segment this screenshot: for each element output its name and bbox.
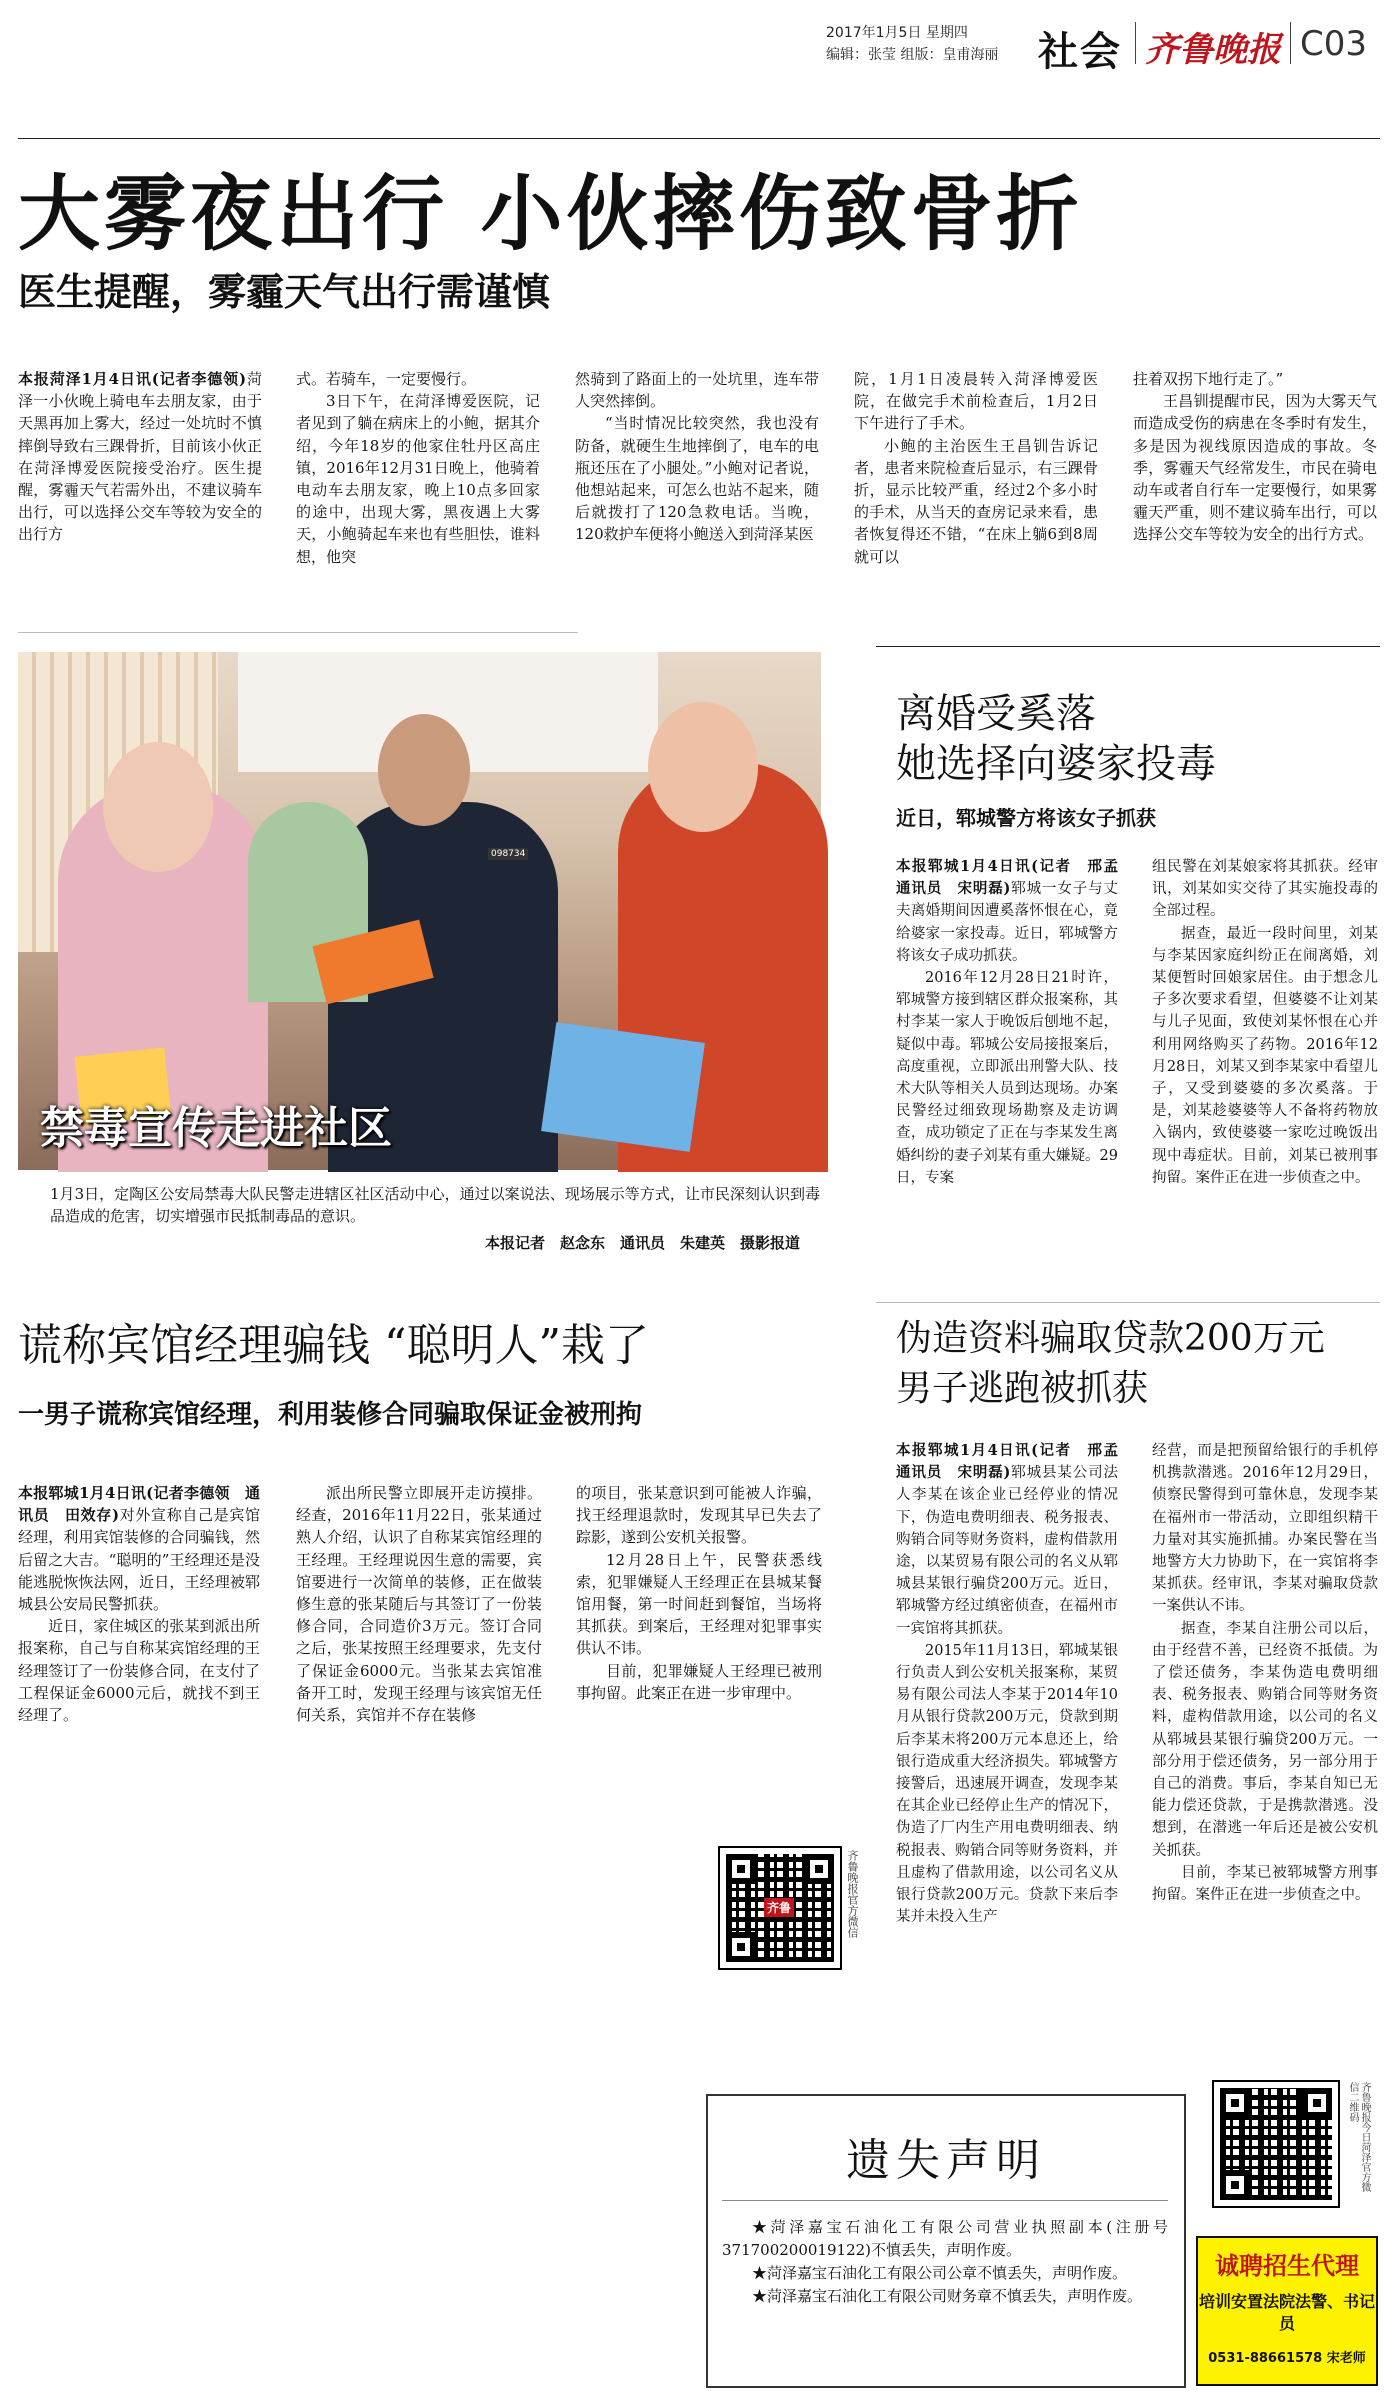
article1-headline: 大雾夜出行 小伙摔伤致骨折 [18, 166, 1083, 262]
article1-col4: 院，1月1日凌晨转入菏泽博爱医院，在做完手术前检查后，1月2日下午进行了手术。 小鲍的主治医生王昌钏告诉记者，患者来院检查后显示，右三踝骨折，显示比较严重，经过2个多小时的手术，从当天的查房记录来看，患者恢复得还不错，“在床上躺6到8周就可以 [854, 370, 1098, 566]
article4-col1: 本报郓城1月4日讯(记者 邢孟 通讯员 宋明磊)郓城县某公司法人李某在该企业已经停业的情况下，伪造电费明细表、税务报表、购销合同等财务资料，虚构借款用途，以某贸易有限公司的名义从郓城县某银行骗贷200万元。近日，郓城警方经过缜密侦查，在福州市一宾馆将其抓获。 2015年11月13日，郓城某银行负责人到公安机关报案称，某贸易有限公司法人李某于2014年10月从银行贷款200万元，贷款到期后李某未将200万元本息还上，给银行造成重大经济损失。郓城警方接警后，迅速展开调查，发现李某在其企业已经停止生产的情况下，伪造了厂内生产用电费明细表、纳税报表、购销合同等财务资料，并且虚构了借款用途，以公司名义从银行贷款200万元。贷款下来后李某并未投入生产 [896, 1442, 1133, 1926]
page-number: C03 [1300, 24, 1368, 64]
article3-col2: 派出所民警立即展开走访摸排。经查，2016年11月22日，张某通过熟人介绍，认识了自称某宾馆经理的王经理。王经理说因生意的需要，宾馆要进行一次简单的装修，正在做装修生意的张某随后与其签订了一份装修合同，合同造价3万元。签订合同之后，张某按照王经理要求，先支付了保证金6000元。当张某去宾馆准备开工时，发现王经理与该宾馆无任何关系，宾馆并不存在装修 [296, 1484, 542, 1725]
masthead-divider-1 [1135, 22, 1136, 64]
qr-code-ad[interactable] [1214, 2082, 1338, 2206]
qr-finder-bl [726, 1932, 756, 1962]
news-photo [18, 652, 821, 1170]
photo-credit: 本报记者 赵念东 通讯员 朱建英 摄影报道 [484, 1234, 800, 1252]
article1-bottom-rule-left [18, 632, 578, 633]
qr-ad-finder-tr [1302, 2088, 1332, 2118]
masthead-date: 2017年1月5日 星期四 [826, 25, 968, 41]
article4-byline: 本报郓城1月4日讯(记者 邢孟 通讯员 宋明磊) [896, 1442, 1133, 1482]
article2-col2: 组民警在刘某娘家将其抓获。经审讯，刘某如实交待了其实施投毒的全部过程。 据查，最近一段时间里，刘某与李某因家庭纠纷正在闹离婚，刘某便暂时回娘家居住。由于想念儿子多次要求看望，但婆婆不让刘某与儿子见面，致使刘某怀恨在心并利用网络购买了药物。2016年12月28日，刘某又到李某家中看望儿子，又受到婆婆的多次奚落。于是，刘某趁婆婆等人不备将药物放入锅内，致使婆婆一家吃过晚饭出现中毒症状。目前，刘某已被刑事拘留。案件正在进一步侦查之中。 [1152, 859, 1378, 1186]
article2-subhead: 近日，郓城警方将该女子抓获 [896, 806, 1156, 830]
lost-notice-body [722, 2216, 1168, 2376]
article1-col1: 本报菏泽1月4日讯(记者李德领)菏泽一小伙晚上骑电车去朋友家，由于天黑再加上雾大，经过一处坑时不慎摔倒导致右三踝骨折，目前该小伙正在菏泽博爱医院接受治疗。医生提醒，雾霾天气若需外出，不建议骑车出行，可以选择公交车等较为安全的出行方 [18, 370, 262, 544]
photo-overlay-title: 禁毒宣传走进社区 [40, 1103, 392, 1154]
photo-pamphlet-2 [541, 1022, 705, 1152]
article2-bottom-rule [876, 1302, 1380, 1303]
article3-headline: 谎称宾馆经理骗钱 “聪明人”栽了 [18, 1320, 649, 1371]
lost-notice-title: 遗失声明 [846, 2135, 1046, 2186]
article2-headline-line2: 她选择向婆家投毒 [896, 741, 1216, 787]
article4-headline-line1: 伪造资料骗取贷款200万元 [896, 1318, 1325, 1359]
photo-caption: 1月3日，定陶区公安局禁毒大队民警走进辖区社区活动中心，通过以案说法、现场展示等方式，让市民深刻认识到毒品造成的危害，切实增强市民抵制毒品的意识。 [50, 1185, 820, 1225]
article1-bottom-rule-right [876, 646, 1380, 647]
qr-finder-tr [804, 1854, 834, 1884]
photo-girl-left-face [103, 742, 213, 872]
article1-subhead: 医生提醒，雾霾天气出行需谨慎 [18, 269, 551, 314]
article3-subhead: 一男子谎称宾馆经理，利用装修合同骗取保证金被刑拘 [18, 1400, 643, 1430]
qr-ad-finder-tl [1220, 2088, 1250, 2118]
photo-girl-right-face [648, 702, 758, 832]
article3-col1: 本报郓城1月4日讯(记者李德领 通讯员 田效存)对外宣称自己是宾馆经理，利用宾馆装修的合同骗钱，然后留之大吉。“聪明的”王经理还是没能逃脱恢恢法网，近日，王经理被郓城县公安局民警抓获。 近日，家住城区的张某到派出所报案称，自己与自称某宾馆经理的王经理签订了一份装修合同，在支付了工程保证金6000元后，就找不到王经理了。 [18, 1484, 260, 1725]
photo-officer-badge: 098734 [488, 848, 528, 860]
qr-label: 齐鲁晚报官方微信 [846, 1850, 859, 1938]
paper-logo: 齐鲁晚报 [1145, 30, 1281, 70]
recruit-ad[interactable] [1196, 2236, 1378, 2386]
qr-finder-tl [726, 1854, 756, 1884]
article2-col1: 本报郓城1月4日讯(记者 邢孟 通讯员 宋明磊)郓城一女子与丈夫离婚期间因遭奚落怀恨在心，竟给婆家一家投毒。近日，郓城警方将该女子成功抓获。 2016年12月28日21时许，郓城警方接到辖区群众报案称，其村李某一家人于晚饭后刨地不起，疑似中毒。郓城公安局接报案后，高度重视，立即派出刑警大队、技术大队等相关人员到达现场。办案民警经过细致现场勘察及走访调查，成功锁定了正在与李某发生离婚纠纷的妻子刘某有重大嫌疑。29日，专案 [896, 858, 1133, 1186]
article3-col3: 的项目，张某意识到可能被人诈骗，找王经理退款时，发现其早已失去了踪影，遂到公安机关报警。 12月28日上午，民警获悉线索，犯罪嫌疑人王经理正在县城某餐馆用餐，第一时间赶到餐馆，当场将其抓获。到案后，王经理对犯罪事实供认不讳。 目前，犯罪嫌疑人王经理已被刑事拘留。此案正在进一步审理中。 [576, 1484, 822, 1702]
article3-byline: 本报郓城1月4日讯(记者李德领 通讯员 田效存) [18, 1484, 260, 1525]
photo-officer-face [378, 714, 470, 826]
article1-col2: 式。若骑车，一定要慢行。 3日下午，在菏泽博爱医院，记者见到了躺在病床上的小鲍，据其介绍，今年18岁的他家住牡丹区高庄镇，2016年12月31日晚上，他骑着电动车去朋友家，晚上10点多回家的途中，出现大雾，黑夜遇上大雾天，小鲍骑起车来也有些胆怯，谁料想，他突 [296, 370, 540, 566]
qr-code-wechat[interactable] [720, 1848, 840, 1968]
article1-col3: 然骑到了路面上的一处坑里，连车带人突然摔倒。 “当时情况比较突然，我也没有防备，就硬生生地摔倒了，电车的电瓶还压在了小腿处。”小鲍对记者说，他想站起来，可怎么也站不起来，随后就拨打了120急救电话。当晚，120救护车便将小鲍送入到菏泽某医 [575, 370, 819, 544]
section-name: 社会 [1038, 28, 1122, 75]
masthead-rule [18, 138, 1380, 139]
qr-ad-finder-bl [1220, 2170, 1250, 2200]
article1-col5: 拄着双拐下地行走了。” 王昌钏提醒市民，因为大雾天气而造成受伤的病患在冬季时有发生，多是因为视线原因造成的事故。冬季，雾霾天气经常发生，市民在骑电动车或者自行车一定要慢行，如果雾霾天严重，则不建议骑车出行，可以选择公交车等较为安全的出行方式。 [1133, 370, 1377, 544]
lost-notice-item-2: ★菏泽嘉宝石油化工有限公司公章不慎丢失，声明作废。 [752, 2264, 1128, 2282]
lost-notice-box [706, 2094, 1186, 2388]
lost-notice-item-1: ★菏泽嘉宝石油化工有限公司营业执照副本(注册号371700200019122)不慎丢失，声明作废。 [722, 2218, 1168, 2259]
article4-headline-line2: 男子逃跑被抓获 [896, 1368, 1149, 1409]
article4-col2: 经营，而是把预留给银行的手机停机携款潜逃。2016年12月29日，侦察民警得到可靠休息，发现李某在福州市一带活动，立即组织精干力量对其实施抓捕。办案民警在当地警方大力协助下，在一宾馆将李某抓获。经审讯，李某对骗取贷款一案供认不讳。 据查，李某自注册公司以后，由于经营不善，已经资不抵债。为了偿还债务，李某伪造电费明细表、税务报表、购销合同等财务资料，虚构借款用途，以公司的名义从郓城县某银行骗贷200万元。一部分用于偿还债务，另一部分用于自己的消费。事后，李某自知已无能力偿还贷款，于是携款潜逃。没想到，在潜逃一年后还是被公安机关抓获。 目前，李某已被郓城警方刑事拘留。案件正在进一步侦查之中。 [1152, 1443, 1378, 1904]
lost-notice-divider [722, 2200, 1168, 2201]
masthead-editors: 编辑：张莹 组版：皇甫海丽 [826, 47, 999, 63]
qr-center-logo: 齐鲁 [764, 1898, 794, 1917]
qr-ad-label: 齐鲁晚报今日菏泽官方微信二维码 [1347, 2082, 1370, 2192]
recruit-ad-phone: 0531-88661578 宋老师 [1208, 2351, 1366, 2366]
lost-notice-item-3: ★菏泽嘉宝石油化工有限公司财务章不慎丢失，声明作废。 [752, 2287, 1143, 2305]
article2-byline: 本报郓城1月4日讯(记者 邢孟 通讯员 宋明磊) [896, 858, 1133, 898]
recruit-ad-headline: 诚聘招生代理 [1215, 2252, 1359, 2280]
article2-headline-line1: 离婚受奚落 [896, 691, 1096, 737]
article1-byline: 本报菏泽1月4日讯(记者李德领) [18, 370, 247, 388]
recruit-ad-subline: 培训安置法院法警、书记员 [1198, 2292, 1375, 2333]
masthead-divider-2 [1290, 22, 1291, 64]
